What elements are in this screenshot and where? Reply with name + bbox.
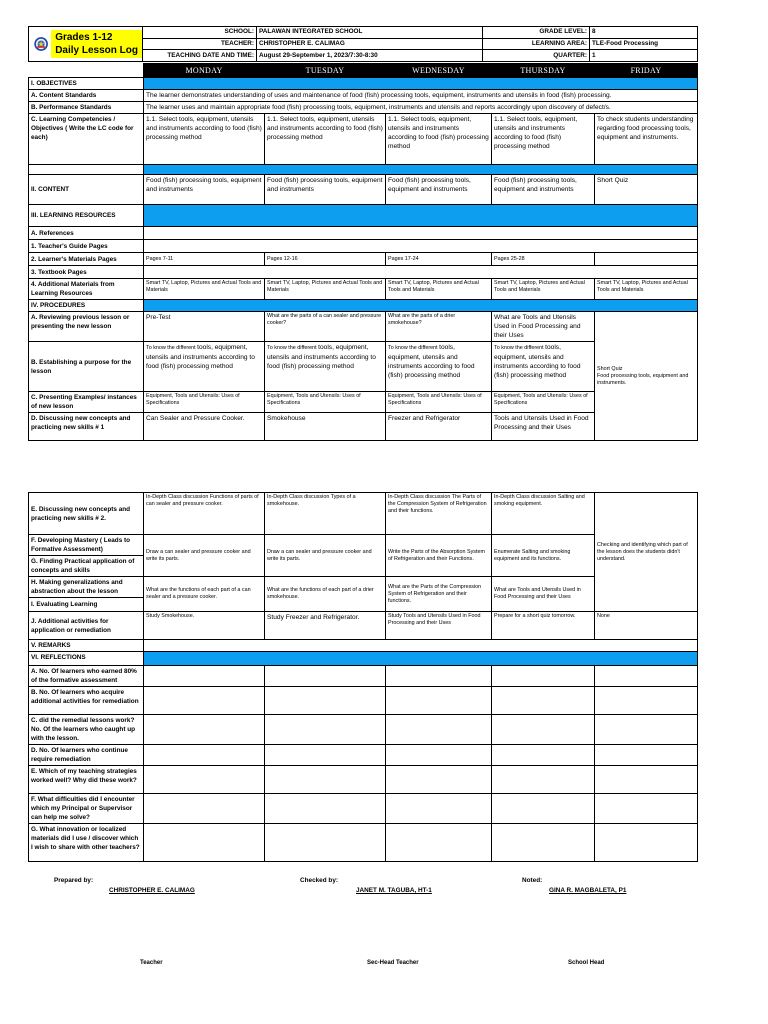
quarter-label: QUARTER: — [483, 50, 590, 62]
activities-thursday: Prepare for a short quiz tomorrow. — [492, 612, 595, 640]
discussing-1-label: D. Discussing new concepts and practicing new skills # 1 — [29, 413, 144, 441]
content-bar — [144, 165, 698, 175]
materials-wednesday: Pages 17-24 — [386, 253, 492, 266]
examples-tuesday: Equipment, Tools and Utensils: Uses of Specifications — [265, 392, 386, 413]
performance-standards-label: B. Performance Standards — [29, 102, 144, 114]
generalizations-thursday: What are Tools and Utensils Used in Food Processing and their Uses — [492, 577, 595, 612]
school-label: SCHOOL: — [143, 27, 257, 39]
checked-by-label: Checked by: — [300, 877, 339, 884]
materials-thursday: Pages 25-28 — [492, 253, 595, 266]
resources-bar — [144, 205, 698, 227]
objectives-heading: I. OBJECTIVES — [29, 78, 144, 90]
materials-tuesday: Pages 12-16 — [265, 253, 386, 266]
generalizations-monday: What are the functions of each part of a can sealer and a pressure cooker. — [144, 577, 265, 612]
day-tuesday: TUESDAY — [265, 64, 386, 78]
mastery-monday: Draw a can sealer and pressure cooker and write its parts. — [144, 535, 265, 577]
purpose-prefix: To know the different — [146, 345, 198, 351]
purpose-main: tools, equipment, utensils and instruments according to food (fish) processing method — [146, 344, 255, 370]
friday-procedures — [595, 312, 698, 441]
reflection-c-label: C. did the remedial lessons work? No. Of the learners who caught up with the lesson. — [29, 715, 144, 745]
reflection-b-label: B. No. Of learners who acquire additional activities for remediation — [29, 687, 144, 715]
review-thursday: What are Tools and Utensils Used in Food Processing and their Uses — [492, 312, 595, 342]
teacher-value: CHRISTOPHER E. CALIMAG — [257, 38, 483, 50]
materials-monday: Pages 7-11 — [144, 253, 265, 266]
day-friday: FRIDAY — [595, 64, 698, 78]
discussing-1-thursday: Tools and Utensils Used in Food Processing and their Uses — [492, 413, 595, 441]
additional-thursday: Smart TV, Laptop, Pictures and Actual Tools and Materials — [492, 279, 595, 300]
grade-level-label: GRADE LEVEL: — [483, 27, 590, 39]
noted-label: Noted: — [522, 877, 543, 884]
prepared-role: Teacher — [140, 960, 163, 966]
examples-thursday: Equipment, Tools and Utensils: Uses of Specifications — [492, 392, 595, 413]
learning-area-value: TLE-Food Processing — [590, 38, 698, 50]
content-standards-label: A. Content Standards — [29, 90, 144, 102]
day-monday: MONDAY — [144, 64, 265, 78]
objectives-bar — [144, 78, 698, 90]
competency-thursday: 1.1. Select tools, equipment, utensils and instruments according to food (fish) processing method — [492, 114, 595, 165]
discussing-1-tuesday: Smokehouse — [265, 413, 386, 441]
content-tuesday: Food (fish) processing tools, equipment and instruments — [265, 175, 386, 205]
day-thursday: THURSDAY — [492, 64, 595, 78]
generalizations-tuesday: What are the functions of each part of a drier smokehouse. — [265, 577, 386, 612]
discussing-2-monday: In-Depth Class discussion Functions of parts of can sealer and pressure cooker. — [144, 493, 265, 535]
discussing-2-label: E. Discussing new concepts and practicing new skills # 2. — [29, 493, 144, 535]
review-tuesday: What are the parts of a can sealer and pressure cooker? — [265, 312, 386, 342]
review-label: A. Reviewing previous lesson or presenting the new lesson — [29, 312, 144, 342]
mastery-tuesday: Draw a can sealer and pressure cooker and write its parts. — [265, 535, 386, 577]
mastery-label: F. Developing Mastery ( Leads to Formative Assessment) — [29, 535, 144, 556]
teachers-guide-label: 1. Teacher's Guide Pages — [29, 240, 144, 253]
examples-monday: Equipment, Tools and Utensils: Uses of Specifications — [144, 392, 265, 413]
reflection-f-label: F. What difficulties did I encounter which my Principal or Supervisor can help me solve? — [29, 794, 144, 824]
friday-checking: Checking and identifying which part of the lesson does the students didn't understand. — [595, 493, 698, 612]
date-value: August 29-September 1, 2023/7:30-8:30 — [257, 50, 483, 62]
examples-wednesday: Equipment, Tools and Utensils: Uses of Specifications — [386, 392, 492, 413]
textbook-label: 3. Textbook Pages — [29, 266, 144, 279]
lesson-table-part2 — [28, 492, 698, 862]
quarter-value: 1 — [590, 50, 698, 62]
textbook-row — [144, 266, 698, 279]
discussing-2-tuesday: In-Depth Class discussion Types of a smokehouse. — [265, 493, 386, 535]
checked-role: Sec-Head Teacher — [367, 960, 419, 966]
content-standards-value: The learner demonstrates understanding of uses and maintenance of food (fish) processing tools, equipment, instruments and utensils in food (fish) processing. — [144, 90, 698, 102]
discussing-2-wednesday: In-Depth Class discussion The Parts of the Compression System of Refrigeration and their functions. — [386, 493, 492, 535]
procedures-bar — [144, 300, 698, 312]
purpose-thursday — [492, 342, 595, 392]
materials-friday — [595, 253, 698, 266]
practical-application-label: G. Finding Practical application of concepts and skills — [29, 556, 144, 577]
references-row — [144, 227, 698, 240]
reflection-e-label: E. Which of my teaching strategies worked well? Why did these work? — [29, 766, 144, 794]
lesson-log-header — [28, 26, 698, 62]
reflections-bar — [144, 652, 698, 666]
generalizations-label: H. Making generalizations and abstraction about the lesson — [29, 577, 144, 598]
remarks-row — [144, 640, 698, 652]
reflections-heading: VI. REFLECTIONS — [29, 652, 144, 666]
examples-label: C. Presenting Examples/ instances of new lesson — [29, 392, 144, 413]
additional-activities-label: J. Additional activities for application or remediation — [29, 612, 144, 640]
noted-role: School Head — [568, 960, 605, 966]
mastery-thursday: Enumerate Salting and smoking equipment and its functions. — [492, 535, 595, 577]
purpose-label: B. Establishing a purpose for the lesson — [29, 342, 144, 392]
purpose-main: tools, equipment, utensils and instruments according to food (fish) processing method — [494, 344, 581, 379]
remarks-heading: V. REMARKS — [29, 640, 144, 652]
content-monday: Food (fish) processing tools, equipment and instruments — [144, 175, 265, 205]
prepared-by-label: Prepared by: — [54, 877, 94, 884]
noted-name: GINA R. MAGBALETA, P1 — [549, 887, 627, 894]
learners-materials-label: 2. Learner's Materials Pages — [29, 253, 144, 266]
competency-tuesday: 1.1. Select tools, equipment, utensils and instruments according to food (fish) processing method — [265, 114, 386, 165]
purpose-prefix: To know the different — [388, 345, 440, 351]
purpose-monday — [144, 342, 265, 392]
discussing-1-wednesday: Freezer and Refrigerator — [386, 413, 492, 441]
purpose-wednesday — [386, 342, 492, 392]
discussing-1-monday: Can Sealer and Pressure Cooker. — [144, 413, 265, 441]
competency-monday: 1.1. Select tools, equipment, utensils and instruments according to food (fish) processing method — [144, 114, 265, 165]
additional-tuesday: Smart TV, Laptop, Pictures and Actual Tools and Materials — [265, 279, 386, 300]
competency-wednesday: 1.1. Select tools, equipment, utensils and instruments according to food (fish) processing method — [386, 114, 492, 165]
reflection-g-label: G. What innovation or localized materials did I use / discover which I wish to share with other teachers? — [29, 824, 144, 862]
purpose-main: tools, equipment, utensils and instruments according to food (fish) processing method — [267, 344, 376, 370]
activities-friday: None — [595, 612, 698, 640]
purpose-main: tools, equipment, utensils and instruments according to food (fish) processing method — [388, 344, 475, 379]
logo-cell — [29, 27, 143, 62]
content-friday: Short Quiz — [595, 175, 698, 205]
date-label: TEACHING DATE AND TIME: — [143, 50, 257, 62]
evaluating-label: I. Evaluating Learning — [29, 598, 144, 612]
additional-friday: Smart TV, Laptop, Pictures and Actual Tools and Materials — [595, 279, 698, 300]
additional-monday: Smart TV, Laptop, Pictures and Actual Tools and Materials — [144, 279, 265, 300]
review-wednesday: What are the parts of a drier smokehouse? — [386, 312, 492, 342]
grade-level-value: 8 — [590, 27, 698, 39]
resources-heading: III. LEARNING RESOURCES — [29, 205, 144, 227]
teacher-label: TEACHER: — [143, 38, 257, 50]
friday-short-quiz: Short Quiz — [597, 365, 623, 372]
references-label: A. References — [29, 227, 144, 240]
reflection-d-label: D. No. Of learners who continue require remediation — [29, 745, 144, 766]
procedures-heading: IV. PROCEDURES — [29, 300, 144, 312]
mastery-wednesday: Write the Parts of the Absorption System of Refrigeration and their Functions. — [386, 535, 492, 577]
competency-friday: To check students understanding regarding food processing tools, equipment and instruments. — [595, 114, 698, 165]
dll-line: Daily Lesson Log — [55, 45, 138, 56]
prepared-by-name: CHRISTOPHER E. CALIMAG — [109, 887, 195, 894]
purpose-prefix: To know the different — [494, 345, 546, 351]
additional-materials-label: 4. Additional Materials from Learning Resources — [29, 279, 144, 300]
discussing-2-thursday: In-Depth Class discussion Salting and smoking equipment. — [492, 493, 595, 535]
content-wednesday: Food (fish) processing tools, equipment and instruments — [386, 175, 492, 205]
checked-by-name: JANET M. TAGUBA, HT-1 — [356, 887, 432, 894]
grades-dll-title — [51, 30, 142, 58]
school-value: PALAWAN INTEGRATED SCHOOL — [257, 27, 483, 39]
additional-wednesday: Smart TV, Laptop, Pictures and Actual Tools and Materials — [386, 279, 492, 300]
performance-standards-value: The learner uses and maintain appropriate food (fish) processing tools, equipment, instruments and utensils and reports accordingly upon discovery of defect/s. — [144, 102, 698, 114]
activities-tuesday: Study Freezer and Refrigerator. — [265, 612, 386, 640]
day-corner — [29, 64, 144, 78]
friday-quiz-topic: Food processing tools, equipment and instruments. — [597, 372, 689, 386]
lesson-table-part1 — [28, 63, 698, 441]
grades-line: Grades 1-12 — [55, 32, 113, 43]
review-monday: Pre-Test — [144, 312, 265, 342]
reflection-a-label: A. No. Of learners who earned 80% of the formative assessment — [29, 666, 144, 687]
generalizations-wednesday: What are the Parts of the Compression System of Refrigeration and their functions. — [386, 577, 492, 612]
blue-gap-label — [29, 165, 144, 175]
learning-area-label: LEARNING AREA: — [483, 38, 590, 50]
content-heading: II. CONTENT — [29, 175, 144, 205]
activities-wednesday: Study Tools and Utensils Used in Food Processing and their Uses — [386, 612, 492, 640]
teachers-guide-row — [144, 240, 698, 253]
day-wednesday: WEDNESDAY — [386, 64, 492, 78]
deped-seal-icon — [34, 31, 48, 57]
purpose-tuesday — [265, 342, 386, 392]
purpose-prefix: To know the different — [267, 345, 319, 351]
competencies-label: C. Learning Competencies / Objectives ( Write the LC code for each) — [29, 114, 144, 165]
content-thursday: Food (fish) processing tools, equipment and instruments — [492, 175, 595, 205]
activities-monday: Study Smokehouse. — [144, 612, 265, 640]
